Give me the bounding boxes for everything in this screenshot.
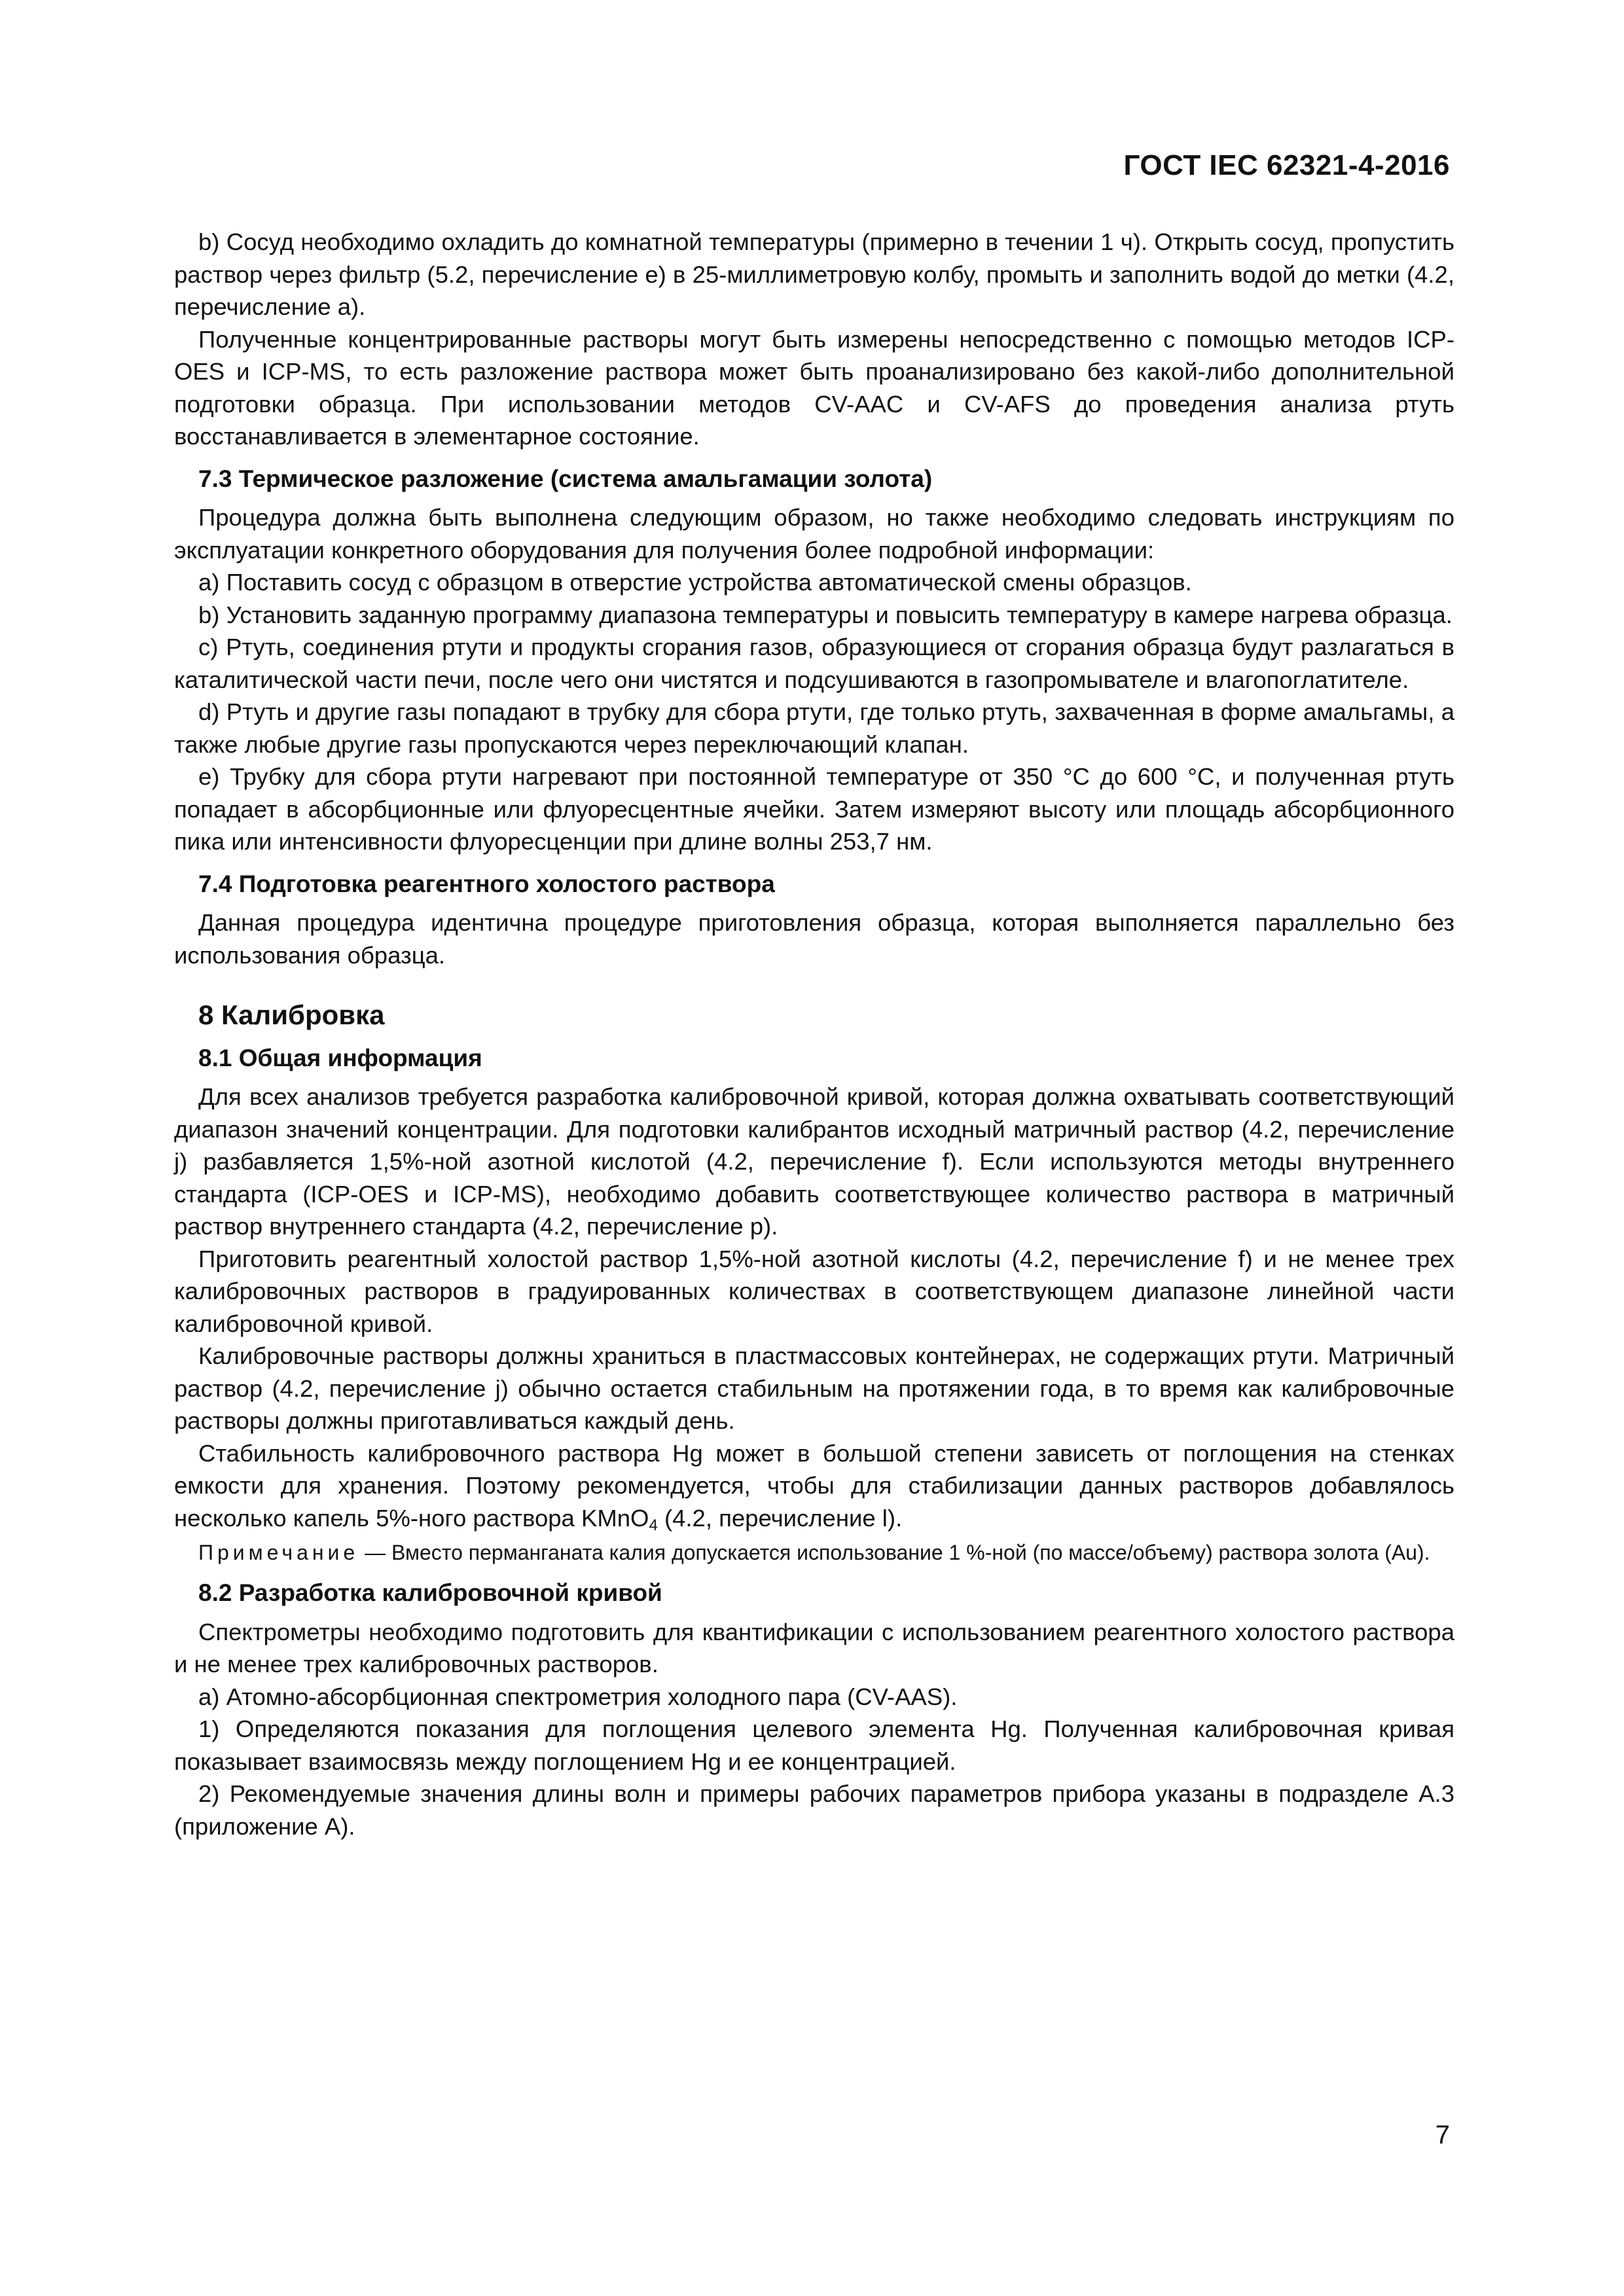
list-item: 2) Рекомендуемые значения длины волн и примеры рабочих параметров прибора указаны в подразделе А.3 (приложение А).	[174, 1780, 1454, 1840]
section-heading-8: 8 Калибровка	[198, 999, 385, 1030]
section-heading-7-4: 7.4 Подготовка реагентного холостого раствора	[198, 870, 775, 897]
document-code: ГОСТ IEC 62321-4-2016	[1123, 149, 1450, 181]
page-number: 7	[1435, 2121, 1450, 2149]
paragraph: Приготовить реагентный холостой раствор 1,5%-ной азотной кислоты (4.2, перечисление f) и не менее трех калибровочных растворов в градуированных количествах в соответствующем диапазоне линейной части калибровочной кривой.	[174, 1245, 1454, 1337]
list-item: a) Поставить сосуд с образцом в отверстие устройства автоматической смены образцов.	[198, 569, 1192, 596]
note-label: Примечание	[198, 1541, 359, 1564]
paragraph: Процедура должна быть выполнена следующим образом, но также необходимо следовать инструкциям по эксплуатации конкретного оборудования для получения более подробной информации:	[174, 504, 1454, 564]
paragraph-stability	[174, 1437, 1454, 1535]
list-item: d) Ртуть и другие газы попадают в трубку для сбора ртути, где только ртуть, захваченная в форме амальгамы, а также любые другие газы пропускаются через переключающий клапан.	[174, 698, 1454, 758]
list-item: b) Установить заданную программу диапазона температуры и повысить температуру в камере нагрева образца.	[198, 601, 1453, 628]
paragraph: Спектрометры необходимо подготовить для квантификации с использованием реагентного холостого раствора и не менее трех калибровочных растворов.	[174, 1618, 1454, 1677]
paragraph: b) Сосуд необходимо охладить до комнатной температуры (примерно в течении 1 ч). Открыть сосуд, пропустить раствор через фильтр (5.2, перечисление е) в 25-миллиметровую колбу, промыть и заполнить водой до метки (4.2, перечисление а).	[174, 228, 1454, 320]
note-text: — Вместо перманганата калия допускается использование 1 %-ной (по массе/объему) раствора золота (Au).	[359, 1541, 1430, 1564]
stability-tail: (4.2, перечисление l).	[657, 1504, 903, 1532]
paragraph: Для всех анализов требуется разработка калибровочной кривой, которая должна охватывать соответствующий диапазон значений концентрации. Для подготовки калибрантов исходный матричный раствор (4.2, перечисление j) разбавляется 1,5%-ной азотной кислотой (4.2, перечисление f). Если используются методы внутреннего стандарта (ICP-OES и ICP-MS), необходимо добавить соответствующее количество раствора в матричный раствор внутреннего стандарта (4.2, перечисление p).	[174, 1083, 1454, 1240]
section-heading-7-3: 7.3 Термическое разложение (система амальгамации золота)	[198, 465, 933, 492]
list-item: 1) Определяются показания для поглощения целевого элемента Hg. Полученная калибровочная кривая показывает взаимосвязь между поглощением Hg и ее концентрацией.	[174, 1715, 1454, 1775]
subscript: 4	[649, 1516, 658, 1534]
note	[174, 1538, 1454, 1567]
paragraph: Полученные концентрированные растворы могут быть измерены непосредственно с помощью методов ICP-OES и ICP-MS, то есть разложение раствора может быть проанализировано без какой-либо дополнительной подготовки образца. При использовании методов CV-AAC и CV-AFS до проведения анализа ртуть восстанавливается в элементарное состояние.	[174, 325, 1454, 450]
section-heading-8-2: 8.2 Разработка калибровочной кривой	[198, 1579, 662, 1606]
stability-text: Стабильность калибровочного раствора Hg может в большой степени зависеть от поглощения на стенках емкости для хранения. Поэтому рекомендуется, чтобы для стабилизации данных растворов добавлялось несколько капель 5%-ного раствора KMnO	[174, 1439, 1454, 1532]
list-item: e) Трубку для сбора ртути нагревают при постоянной температуре от 350 °C до 600 °C, и полученная ртуть попадает в абсорбционные или флуоресцентные ячейки. Затем измеряют высоту или площадь абсорбционного пика или интенсивности флуоресценции при длине волны 253,7 нм.	[174, 763, 1454, 855]
section-heading-8-1: 8.1 Общая информация	[198, 1044, 482, 1071]
list-item: c) Ртуть, соединения ртути и продукты сгорания газов, образующиеся от сгорания образца будут разлагаться в каталитической части печи, после чего они чистятся и подсушиваются в газопромывателе и влагопоглатителе.	[174, 634, 1454, 693]
list-item: a) Атомно-абсорбционная спектрометрия холодного пара (CV-AAS).	[198, 1683, 958, 1710]
document-body	[174, 226, 1454, 1842]
paragraph: Данная процедура идентична процедуре приготовления образца, которая выполняется параллельно без использования образца.	[174, 909, 1454, 969]
paragraph: Калибровочные растворы должны храниться в пластмассовых контейнерах, не содержащих ртути. Матричный раствор (4.2, перечисление j) обычно остается стабильным на протяжении года, в то время как калибровочные растворы должны приготавливаться каждый день.	[174, 1342, 1454, 1434]
